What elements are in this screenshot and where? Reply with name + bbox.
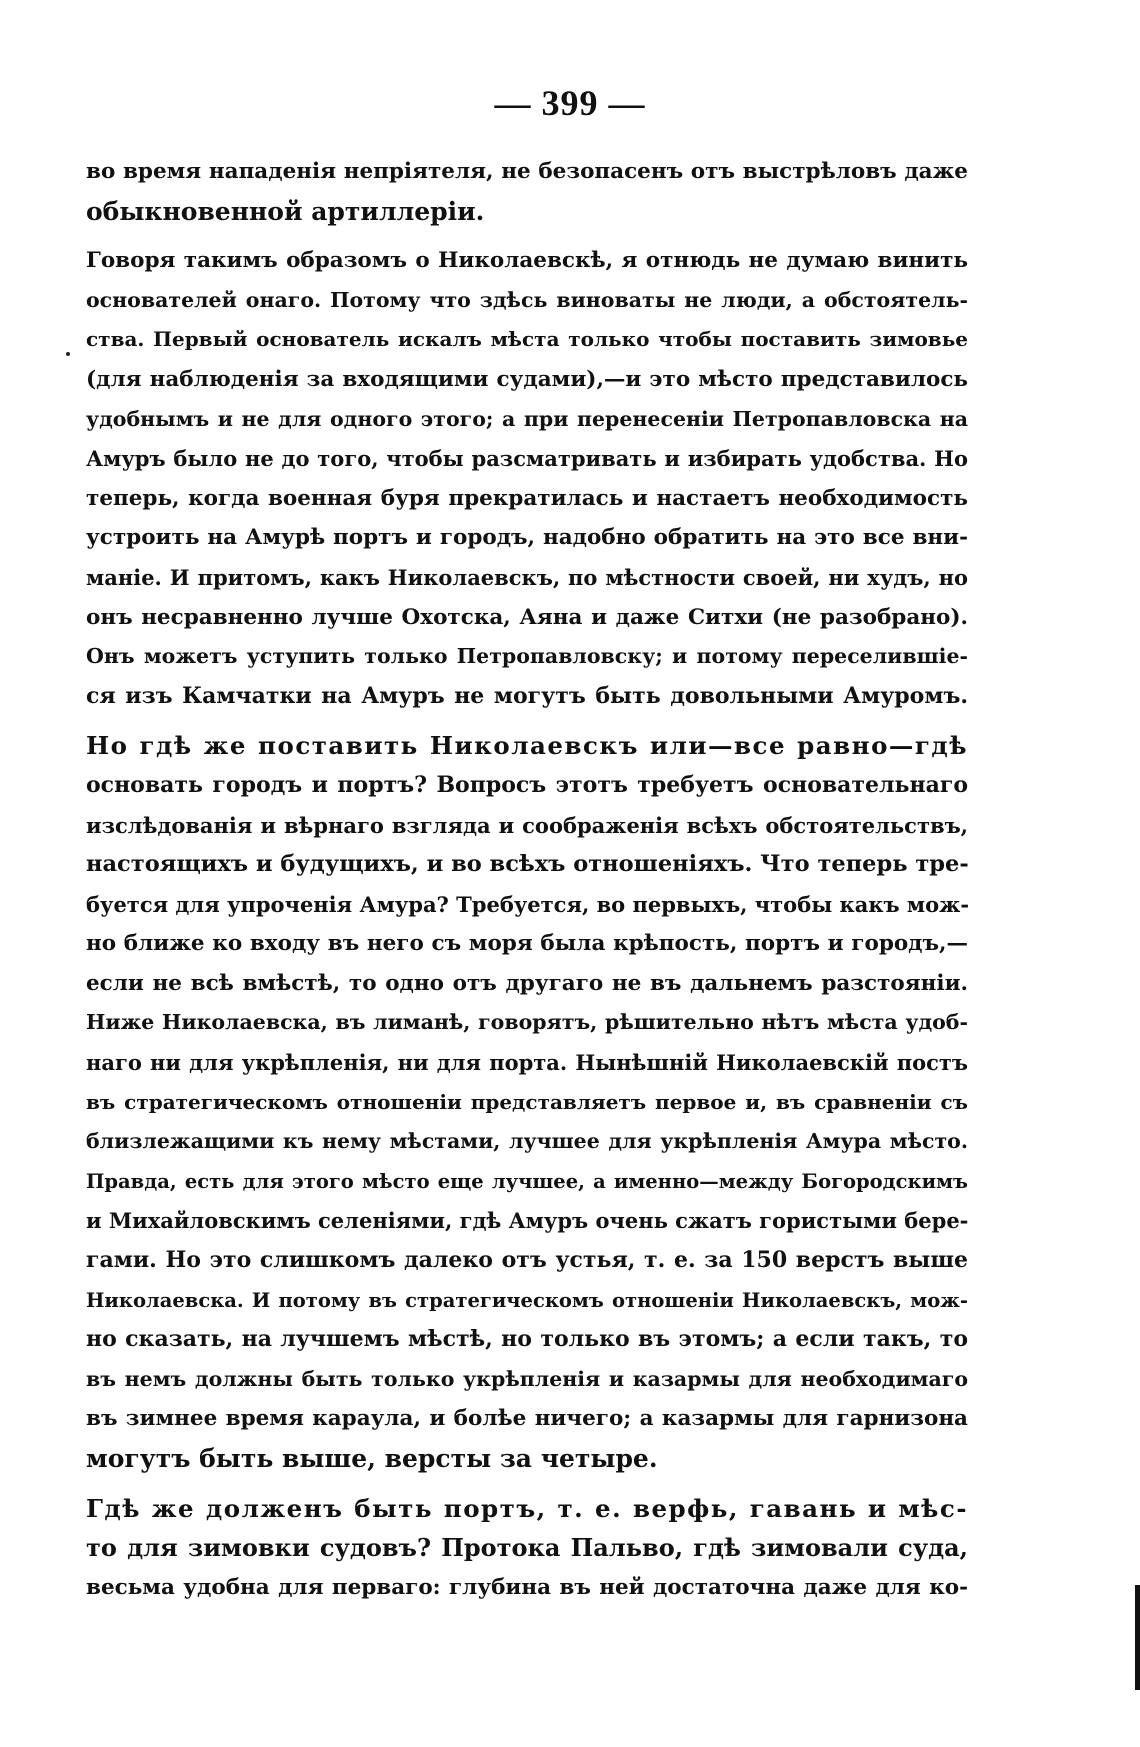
text-line: маніе. И притомъ, какъ Николаевскъ, по мѣстности своей, ни худъ, но xyxy=(86,564,968,590)
text-line: Гдѣ же долженъ быть портъ, т. е. верфь, гавань и мѣс- xyxy=(86,1493,968,1523)
text-line: удобнымъ и не для одного этого; а при перенесеніи Петропавловска на xyxy=(86,406,968,431)
text-line: и Михайловскимъ селеніями, гдѣ Амуръ очень сжатъ гористыми бере- xyxy=(86,1208,969,1234)
text-line: Амуръ было не до того, чтобы разсматривать и избирать удобства. Но xyxy=(86,446,968,472)
text-line: теперь, когда военная буря прекратилась и настаетъ необходимость xyxy=(86,485,968,511)
text-line: могутъ быть выше, версты за четыре. xyxy=(86,1444,658,1473)
text-line: изслѣдованія и вѣрнаго взгляда и соображенія всѣхъ обстоятельствъ, xyxy=(86,812,968,838)
text-line: ся изъ Камчатки на Амуръ не могутъ быть довольными Амуромъ. xyxy=(86,682,968,709)
text-line: близлежащими къ нему мѣстами, лучшее для укрѣпленія Амура мѣсто. xyxy=(86,1129,968,1154)
ink-speck xyxy=(66,352,70,356)
text-line: основателей онаго. Потому что здѣсь виноваты не люди, а обстоятель- xyxy=(86,287,968,312)
text-line: основать городъ и портъ? Вопросъ этотъ требуетъ основательнаго xyxy=(86,771,968,798)
text-line: Николаевска. И потому въ стратегическомъ отношеніи Николаевскъ, мож- xyxy=(86,1288,968,1312)
text-line: весьма удобна для перваго: глубина въ ней достаточна даже для ко- xyxy=(86,1574,968,1600)
text-line: буется для упроченія Амура? Требуется, во первыхъ, чтобы какъ мож- xyxy=(86,891,970,917)
text-line: наго ни для укрѣпленія, ни для порта. Нынѣшній Николаевскій постъ xyxy=(86,1050,968,1076)
text-line: устроить на Амурѣ портъ и городъ, надобно обратить на это все вни- xyxy=(86,525,968,551)
text-line: въ стратегическомъ отношеніи представляетъ первое и, въ сравненіи съ xyxy=(86,1089,968,1114)
text-line: Ниже Николаевска, въ лиманѣ, говорятъ, рѣшительно нѣтъ мѣста удоб- xyxy=(86,1010,968,1035)
text-line: въ зимнее время караула, и болѣе ничего; а казармы для гарнизона xyxy=(86,1406,968,1432)
text-line: если не всѣ вмѣстѣ, то одно отъ другаго не въ дальнемъ разстояніи. xyxy=(86,970,968,996)
text-line: въ немъ должны быть только укрѣпленія и казармы для необходимаго xyxy=(86,1366,968,1391)
text-line: настоящихъ и будущихъ, и во всѣхъ отношеніяхъ. Что теперь тре- xyxy=(86,851,969,878)
text-line: во время нападенія непріятеля, не безопасенъ отъ выстрѣловъ даже xyxy=(86,159,968,184)
text-line: Но гдѣ же поставить Николаевскъ или—все равно—гдѣ xyxy=(86,731,968,761)
text-line: Говоря такимъ образомъ о Николаевскѣ, я отнюдь не думаю винить xyxy=(86,248,968,274)
text-line: но ближе ко входу въ него съ моря была крѣпость, портъ и городъ,— xyxy=(86,931,968,957)
body-text xyxy=(86,152,968,1607)
text-line: но сказать, на лучшемъ мѣстѣ, но только въ этомъ; а если такъ, то xyxy=(86,1326,968,1353)
text-line: Онъ можетъ уступить только Петропавловску; и потому переселившіе- xyxy=(86,644,968,669)
text-line: то для зимовки судовъ? Протока Пальво, гдѣ зимовали суда, xyxy=(86,1533,968,1563)
text-line: (для наблюденія за входящими судами),—и это мѣсто представилось xyxy=(86,366,968,392)
text-line: онъ несравненно лучше Охотска, Аяна и даже Ситхи (не разобрано). xyxy=(86,604,968,630)
text-line: обыкновенной артиллеріи. xyxy=(86,196,485,226)
page-number: — 399 — xyxy=(494,83,646,123)
text-line: ства. Первый основатель искалъ мѣста только чтобы поставить зимовье xyxy=(86,327,968,352)
page-edge-mark xyxy=(1135,1585,1140,1690)
text-line: Правда, есть для этого мѣсто еще лучшее, а именно—между Богородскимъ xyxy=(86,1169,968,1193)
text-line: гами. Но это слишкомъ далеко отъ устья, т. е. за 150 верстъ выше xyxy=(86,1247,968,1274)
